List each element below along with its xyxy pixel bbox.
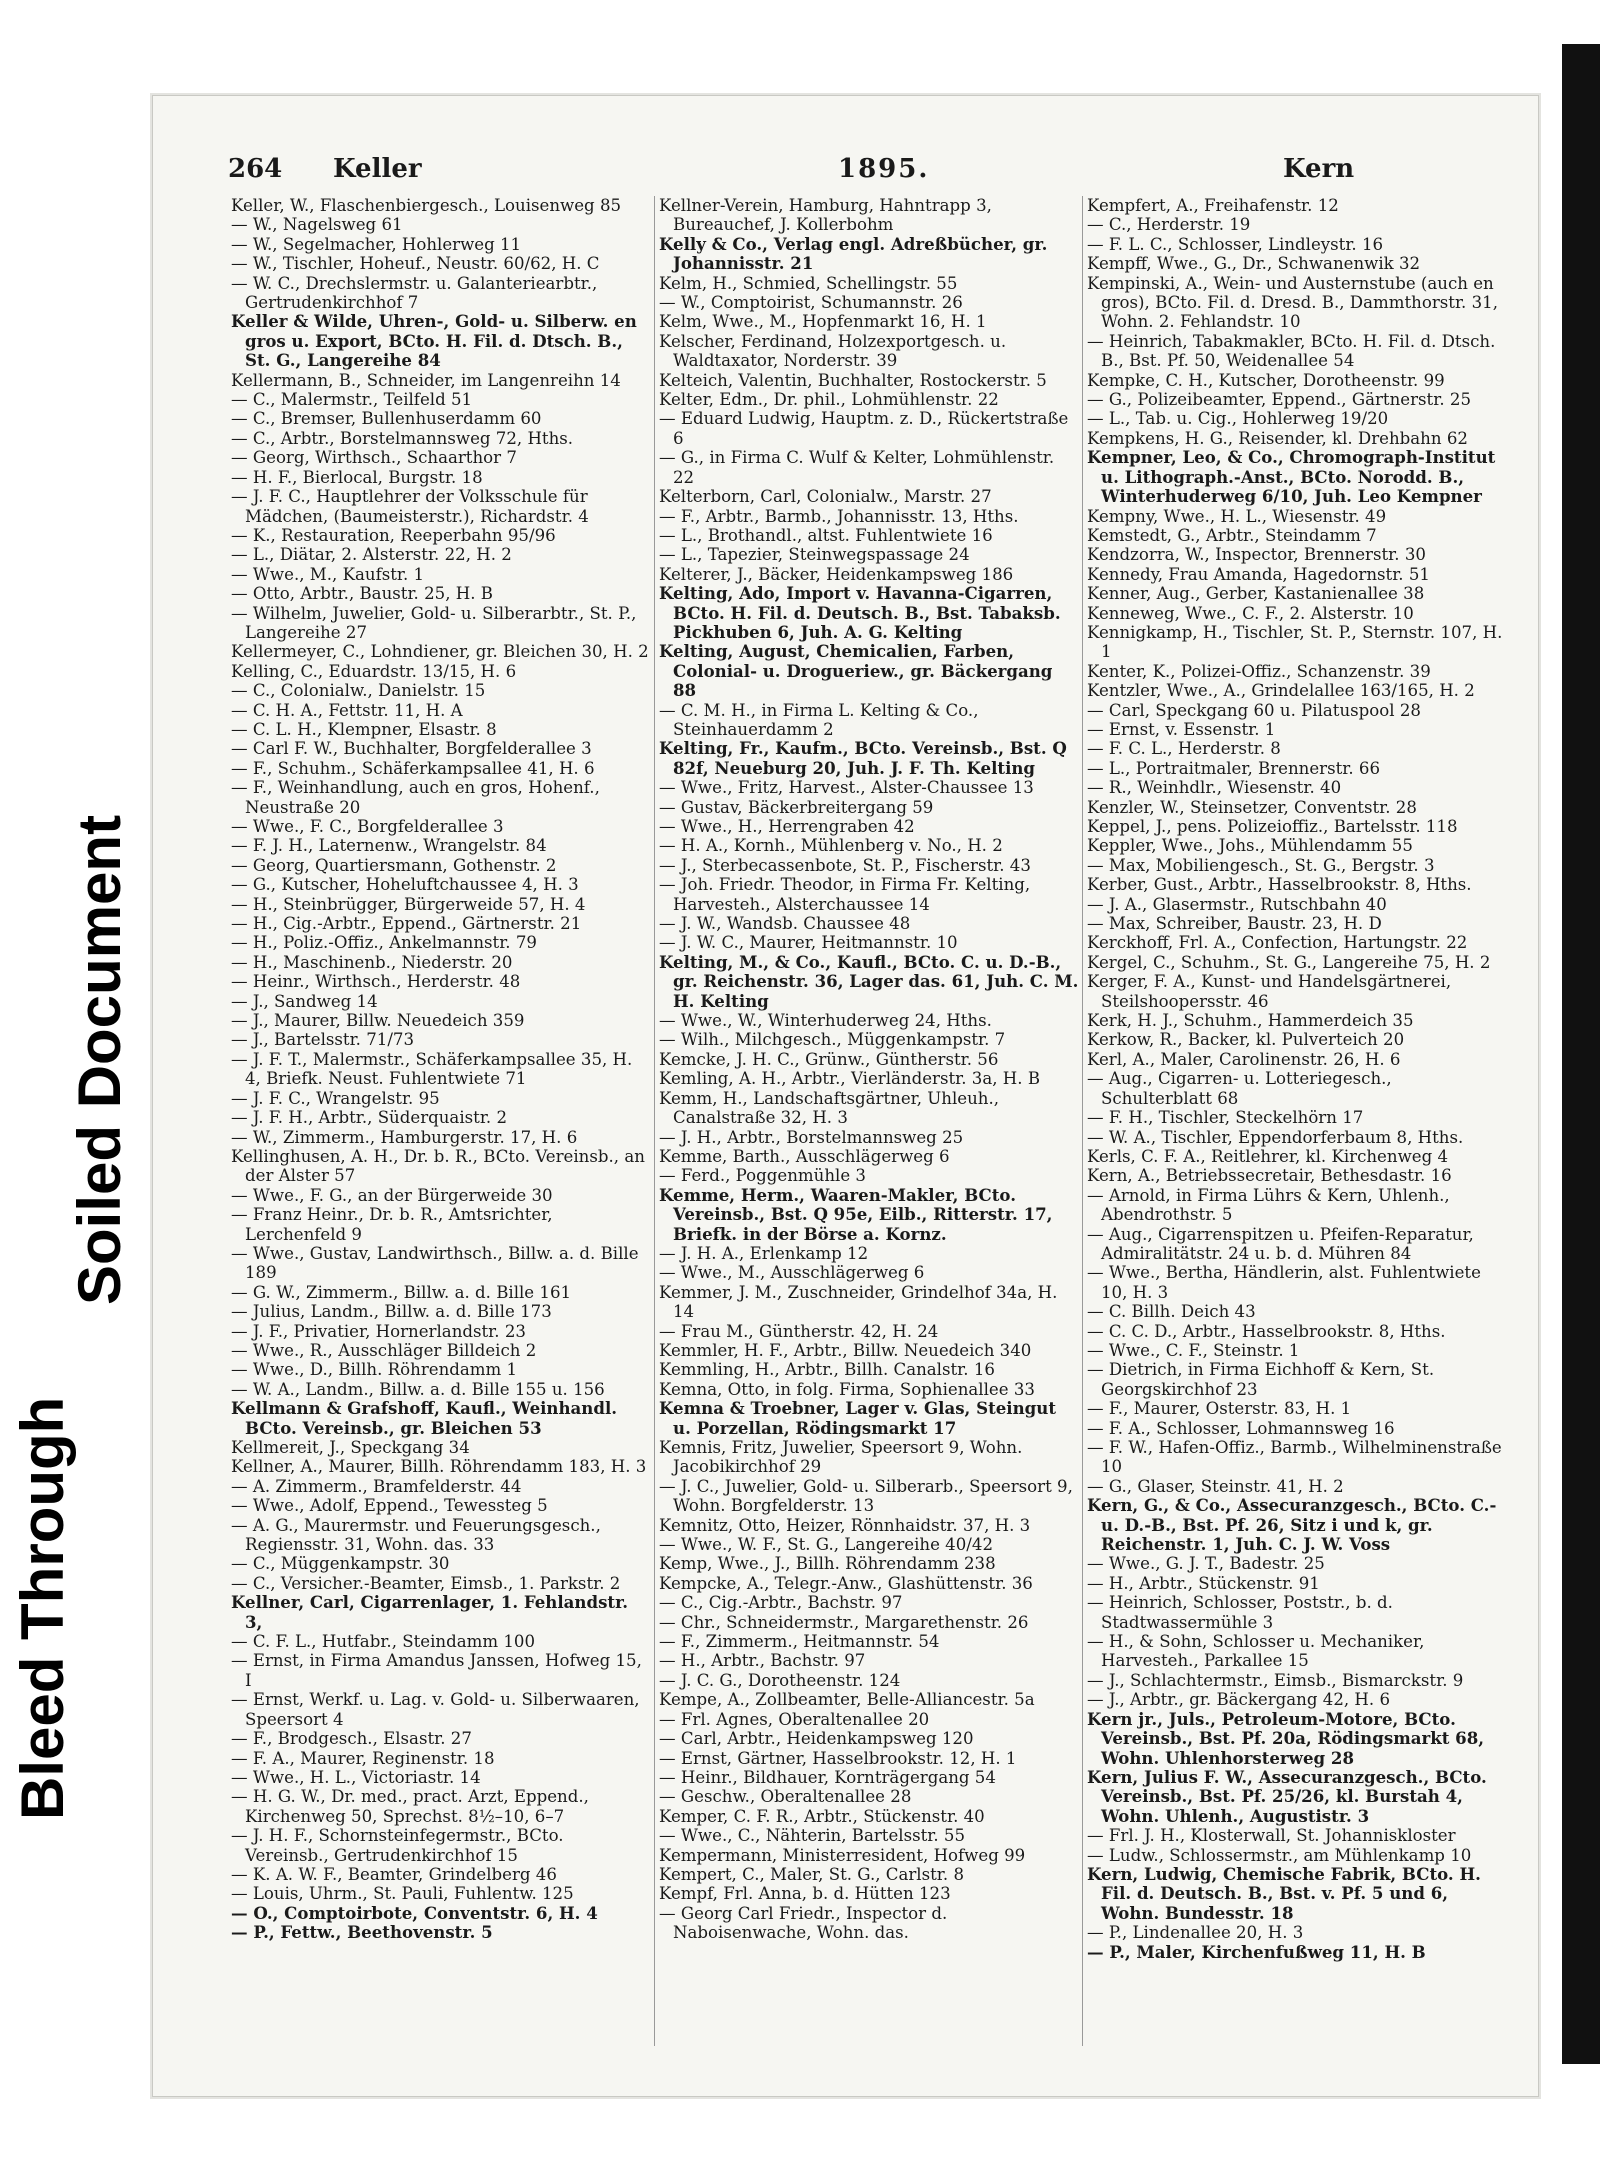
directory-entry: — Ludw., Schlossermstr., am Mühlenkamp 10 (1087, 1845, 1472, 1865)
directory-entry: — Carl F. W., Buchhalter, Borgfelderallee 3 (231, 739, 592, 759)
directory-entry: Kellner-Verein, Hamburg, Hahntrapp 3, Bureauchef, J. Kollerbohm (659, 196, 992, 235)
directory-entry: — J., Arbtr., gr. Bäckergang 42, H. 6 (1087, 1690, 1391, 1710)
directory-entry: Kern, Ludwig, Chemische Fabrik, BCto. H. Fil. d. Deutsch. B., Bst. v. Pf. 5 und 6, Wohn. Bundesstr. 18 (1087, 1863, 1481, 1923)
directory-entry: — Wwe., R., Ausschläger Billdeich 2 (231, 1340, 537, 1360)
directory-entry: — P., Maler, Kirchenfußweg 11, H. B (1087, 1941, 1426, 1962)
directory-entry: — R., Weinhdlr., Wiesenstr. 40 (1087, 778, 1342, 798)
directory-entry: — F., Arbtr., Barmb., Johannisstr. 13, Hths. (659, 506, 1019, 526)
directory-entry: — H., Arbtr., Stückenstr. 91 (1087, 1573, 1320, 1593)
directory-entry: Kelm, Wwe., M., Hopfenmarkt 16, H. 1 (659, 312, 987, 332)
directory-entry: — J. F., Privatier, Hornerlandstr. 23 (231, 1321, 526, 1341)
directory-entry: — Wwe., W., Winterhuderweg 24, Hths. (659, 1011, 992, 1031)
directory-entry: — F. A., Maurer, Reginenstr. 18 (231, 1748, 495, 1768)
directory-entry: — H. G. W., Dr. med., pract. Arzt, Eppend., Kirchenweg 50, Sprechst. 8½–10, 6–7 (231, 1787, 589, 1826)
directory-entry: — W., Comptoirist, Schumannstr. 26 (659, 293, 963, 313)
directory-entry: — Wwe., M., Kaufstr. 1 (231, 564, 425, 584)
directory-entry: — Max, Mobiliengesch., St. G., Bergstr. 3 (1087, 855, 1435, 875)
directory-entry: Keppel, J., pens. Polizeioffiz., Bartelsstr. 118 (1087, 817, 1458, 836)
directory-entry: Kelscher, Ferdinand, Holzexportgesch. u. Waldtaxator, Norderstr. 39 (659, 331, 1007, 371)
directory-entry: Kelm, H., Schmied, Schellingstr. 55 (659, 273, 958, 293)
directory-entry: — Carl, Speckgang 60 u. Pilatuspool 28 (1087, 700, 1421, 720)
directory-entry: — Wilh., Milchgesch., Müggenkampstr. 7 (659, 1030, 1006, 1050)
directory-entry: — J., Bartelsstr. 71/73 (231, 1030, 415, 1050)
directory-entry: — Wwe., W. F., St. G., Langereihe 40/42 (659, 1535, 994, 1555)
directory-entry: — Franz Heinr., Dr. b. R., Amtsrichter, Lerchenfeld 9 (231, 1205, 553, 1244)
directory-entry: Kellner, Carl, Cigarrenlager, 1. Fehlandstr. 3, (231, 1592, 629, 1632)
directory-entry: — Wwe., Bertha, Händlerin, alst. Fuhlentwiete 10, H. 3 (1087, 1263, 1481, 1302)
directory-entry: — C., Colonialw., Danielstr. 15 (231, 681, 486, 701)
directory-entry: Kellner, A., Maurer, Billh. Röhrendamm 183, H. 3 (231, 1457, 647, 1477)
directory-entry: — Heinr., Wirthsch., Herderstr. 48 (231, 972, 521, 992)
directory-entry: Keller, W., Flaschenbiergesch., Louisenweg 85 (231, 196, 622, 215)
directory-entry: Kenneweg, Wwe., C. F., 2. Alsterstr. 10 (1087, 603, 1414, 623)
directory-entry: — Wwe., D., Billh. Röhrendamm 1 (231, 1360, 518, 1380)
directory-entry: — J. F. H., Arbtr., Süderquaistr. 2 (231, 1108, 508, 1128)
directory-entry: Kergel, C., Schuhm., St. G., Langereihe 75, H. 2 (1087, 952, 1491, 972)
directory-entry: — Wwe., G. J. T., Badestr. 25 (1087, 1554, 1325, 1574)
directory-entry: Kelting, M., & Co., Kaufl., BCto. C. u. D.-B., gr. Reichenstr. 36, Lager das. 61, Juh. C. M. H. Kelting (659, 951, 1079, 1011)
directory-entry: — Wwe., M., Ausschlägerweg 6 (659, 1263, 925, 1283)
directory-entry: — H., Arbtr., Bachstr. 97 (659, 1651, 866, 1671)
directory-entry: — W., Segelmacher, Hohlerweg 11 (231, 234, 522, 254)
directory-entry: — C., Bremser, Bullenhuserdamm 60 (231, 409, 542, 429)
directory-entry: Kellmann & Grafshoff, Kaufl., Weinhandl. BCto. Vereinsb., gr. Bleichen 53 (231, 1398, 618, 1438)
directory-entry: Kerger, F. A., Kunst- und Handelsgärtnerei, Steilshoopersstr. 46 (1087, 972, 1452, 1011)
directory-entry: — J. H., Arbtr., Borstelmannsweg 25 (659, 1127, 964, 1147)
directory-entry: — Frl. J. H., Klosterwall, St. Johanniskloster (1087, 1826, 1456, 1846)
bleed-through-stamp (0, 780, 133, 1830)
directory-entry: Kemmling, H., Arbtr., Billh. Canalstr. 16 (659, 1360, 995, 1380)
directory-entry: — W., Tischler, Hoheuf., Neustr. 60/62, H. C (231, 254, 600, 274)
directory-entry: Kenner, Aug., Gerber, Kastanienallee 38 (1087, 584, 1425, 604)
column-divider (654, 196, 655, 2046)
directory-entry: — J. C., Juwelier, Gold- u. Silberarb., Speersort 9, Wohn. Borgfelderstr. 13 (659, 1476, 1073, 1516)
directory-entry: — H., Maschinenb., Niederstr. 20 (231, 952, 513, 972)
directory-entry: — A. Zimmerm., Bramfelderstr. 44 (231, 1476, 522, 1496)
directory-entry: — Wilhelm, Juwelier, Gold- u. Silberarbtr., St. P., Langereihe 27 (231, 603, 637, 642)
directory-entry: Kelling, C., Eduardstr. 13/15, H. 6 (231, 661, 517, 681)
directory-entry: — Geschw., Oberaltenallee 28 (659, 1787, 912, 1807)
directory-entry: — C., Cig.-Arbtr., Bachstr. 97 (659, 1593, 903, 1613)
directory-entry: — Heinrich, Tabakmakler, BCto. H. Fil. d. Dtsch. B., Bst. Pf. 50, Weidenallee 54 (1087, 331, 1496, 371)
scan-edge (1562, 44, 1600, 2064)
directory-entry: — F., Maurer, Osterstr. 83, H. 1 (1087, 1399, 1352, 1419)
directory-entry: Kern, A., Betriebssecretair, Bethesdastr. 16 (1087, 1166, 1452, 1186)
directory-entry: Kemnis, Fritz, Juwelier, Speersort 9, Wohn. Jacobikirchhof 29 (659, 1438, 1023, 1477)
directory-entry: — Max, Schreiber, Baustr. 23, H. D (1087, 914, 1382, 934)
directory-entry: — Otto, Arbtr., Baustr. 25, H. B (231, 584, 493, 604)
directory-entry: — Aug., Cigarren- u. Lotteriegesch., Schulterblatt 68 (1087, 1069, 1392, 1108)
directory-entry: — G., in Firma C. Wulf & Kelter, Lohmühlenstr. 22 (659, 448, 1055, 487)
directory-entry: — C., Versicher.-Beamter, Eimsb., 1. Parkstr. 2 (231, 1573, 621, 1593)
directory-entry: — J. A., Glasermstr., Rutschbahn 40 (1087, 894, 1387, 914)
directory-entry: — J., Sandweg 14 (231, 991, 378, 1011)
directory-entry: Kerber, Gust., Arbtr., Hasselbrookstr. 8, Hths. (1087, 875, 1472, 895)
directory-entry: — C. Billh. Deich 43 (1087, 1302, 1256, 1322)
directory-page (152, 95, 1539, 2097)
directory-entry: — F., Weinhandlung, auch en gros, Hohenf., Neustraße 20 (231, 778, 600, 817)
column-3 (1087, 196, 1507, 2076)
directory-entry: — Dietrich, in Firma Eichhoff & Kern, St. Georgskirchhof 23 (1087, 1360, 1435, 1399)
directory-entry: — Joh. Friedr. Theodor, in Firma Fr. Kelting, Harvesteh., Alsterchaussee 14 (659, 875, 1031, 914)
directory-entry: Kentzler, Wwe., A., Grindelallee 163/165, H. 2 (1087, 681, 1475, 701)
directory-entry: Kemna & Troebner, Lager v. Glas, Steingut u. Porzellan, Rödingsmarkt 17 (659, 1398, 1057, 1438)
directory-entry: Kempert, C., Maler, St. G., Carlstr. 8 (659, 1864, 964, 1884)
directory-entry: Kennedy, Frau Amanda, Hagedornstr. 51 (1087, 564, 1430, 584)
directory-entry: Kellermeyer, C., Lohndiener, gr. Bleichen 30, H. 2 (231, 642, 649, 662)
directory-entry: — J., Schlachtermstr., Eimsb., Bismarckstr. 9 (1087, 1670, 1464, 1690)
directory-entry: Kemp, Wwe., J., Billh. Röhrendamm 238 (659, 1554, 996, 1574)
directory-entry: Kempermann, Ministerresident, Hofweg 99 (659, 1845, 1026, 1865)
directory-entry: — H., Cig.-Arbtr., Eppend., Gärtnerstr. 21 (231, 914, 582, 934)
directory-entry: Kelting, Fr., Kaufm., BCto. Vereinsb., Bst. Q 82f, Neueburg 20, Juh. J. F. Th. Kelting (659, 738, 1067, 778)
directory-entry: Kendzorra, W., Inspector, Brennerstr. 30 (1087, 545, 1426, 565)
column-2 (659, 196, 1079, 2076)
directory-entry: Kemm, H., Landschaftsgärtner, Uhleuh., Canalstraße 32, H. 3 (659, 1088, 1000, 1128)
directory-entry: — Georg, Wirthsch., Schaarthor 7 (231, 448, 517, 468)
directory-entry: Kern jr., Juls., Petroleum-Motore, BCto. Vereinsb., Bst. Pf. 20a, Rödingsmarkt 68, Wohn. Uhlenhorsterweg 28 (1087, 1708, 1485, 1768)
columns (231, 196, 1506, 2076)
directory-entry: Kennigkamp, H., Tischler, St. P., Sternstr. 107, H. 1 (1087, 622, 1503, 662)
directory-entry: — C. H. A., Fettstr. 11, H. A (231, 700, 463, 720)
directory-entry: — C. C. D., Arbtr., Hasselbrookstr. 8, Hths. (1087, 1321, 1446, 1341)
directory-entry: Keppler, Wwe., Johs., Mühlendamm 55 (1087, 836, 1413, 856)
directory-entry: — J. F. T., Malermstr., Schäferkampsallee 35, H. 4, Briefk. Neust. Fuhlentwiete 71 (231, 1049, 633, 1089)
directory-entry: — K., Restauration, Reeperbahn 95/96 (231, 525, 556, 545)
directory-entry: — K. A. W. F., Beamter, Grindelberg 46 (231, 1864, 557, 1884)
directory-entry: — Ferd., Poggenmühle 3 (659, 1166, 866, 1186)
directory-entry: Kelly & Co., Verlag engl. Adreßbücher, gr. Johannisstr. 21 (659, 233, 1048, 274)
directory-entry: — Frau M., Güntherstr. 42, H. 24 (659, 1321, 939, 1341)
directory-entry: Kempinski, A., Wein- und Austernstube (auch en gros), BCto. Fil. d. Dresd. B., Dammthorstr. 31, Wohn. 2. Fehlandstr. 10 (1087, 273, 1498, 332)
directory-entry: — F. J. H., Laternenw., Wrangelstr. 84 (231, 836, 547, 856)
directory-entry: Kerl, A., Maler, Carolinenstr. 26, H. 6 (1087, 1049, 1401, 1069)
directory-entry: — Ernst, Gärtner, Hasselbrookstr. 12, H. 1 (659, 1748, 1017, 1768)
directory-entry: Kern, Julius F. W., Assecuranzgesch., BCto. Vereinsb., Bst. Pf. 25/26, kl. Burstah 4, Wohn. Uhlenh., Augustistr. 3 (1087, 1766, 1487, 1826)
directory-entry: — Frl. Agnes, Oberaltenallee 20 (659, 1709, 930, 1729)
directory-entry: — Wwe., F. G., an der Bürgerweide 30 (231, 1185, 553, 1205)
directory-entry: — G., Glaser, Steinstr. 41, H. 2 (1087, 1476, 1344, 1496)
directory-entry: Kelteich, Valentin, Buchhalter, Rostockerstr. 5 (659, 370, 1047, 390)
stamp-text-1: Bleed Through (9, 1396, 76, 1820)
directory-entry: Kemling, A. H., Arbtr., Vierländerstr. 3a, H. B (659, 1069, 1041, 1089)
directory-entry: — Wwe., C. F., Steinstr. 1 (1087, 1340, 1300, 1360)
directory-entry: Kempkens, H. G., Reisender, kl. Drehbahn 62 (1087, 428, 1468, 448)
directory-entry: — H., Poliz.-Offiz., Ankelmannstr. 79 (231, 933, 537, 953)
directory-entry: — L., Brothandl., altst. Fuhlentwiete 16 (659, 525, 993, 545)
directory-entry: — Ernst, Werkf. u. Lag. v. Gold- u. Silberwaaren, Speersort 4 (231, 1690, 640, 1729)
directory-entry: Kempf, Frl. Anna, b. d. Hütten 123 (659, 1884, 951, 1904)
directory-entry: — F., Zimmerm., Heitmannstr. 54 (659, 1632, 940, 1652)
directory-entry: — Wwe., Adolf, Eppend., Tewessteg 5 (231, 1496, 548, 1516)
directory-entry: Kempny, Wwe., H. L., Wiesenstr. 49 (1087, 506, 1387, 526)
directory-entry: — J. H. A., Erlenkamp 12 (659, 1243, 869, 1263)
directory-entry: — G., Kutscher, Hoheluftchaussee 4, H. 3 (231, 875, 579, 895)
directory-entry: — Wwe., H. L., Victoriastr. 14 (231, 1767, 481, 1787)
directory-entry: Kemna, Otto, in folg. Firma, Sophienallee 33 (659, 1379, 1035, 1399)
directory-entry: — J., Maurer, Billw. Neuedeich 359 (231, 1011, 525, 1031)
directory-entry: Keller & Wilde, Uhren-, Gold- u. Silberw. en gros u. Export, BCto. H. Fil. d. Dtsch. B., St. G., Langereihe 84 (231, 311, 637, 371)
directory-entry: Kempff, Wwe., G., Dr., Schwanenwik 32 (1087, 254, 1421, 274)
directory-entry: Kempke, C. H., Kutscher, Dorotheenstr. 99 (1087, 370, 1445, 390)
directory-entry: Kelterborn, Carl, Colonialw., Marstr. 27 (659, 487, 992, 507)
directory-entry: — Arnold, in Firma Lührs & Kern, Uhlenh., Abendrothstr. 5 (1087, 1185, 1450, 1225)
directory-entry: Kelting, August, Chemicalien, Farben, Colonial- u. Drogueriew., gr. Bäckergang 88 (659, 641, 1053, 701)
directory-entry: Kemme, Herm., Waaren-Makler, BCto. Vereinsb., Bst. Q 95e, Eilb., Ritterstr. 17, Briefk. in der Börse a. Kornz. (659, 1184, 1053, 1244)
directory-entry: — Georg, Quartiersmann, Gothenstr. 2 (231, 855, 557, 875)
directory-entry: Kelterer, J., Bäcker, Heidenkampsweg 186 (659, 564, 1014, 584)
page-year: 1895. (838, 154, 930, 184)
directory-entry: — C., Arbtr., Borstelmannsweg 72, Hths. (231, 428, 574, 448)
directory-entry: Kemstedt, G., Arbtr., Steindamm 7 (1087, 525, 1377, 545)
stamp-text-2: Soiled Document (66, 814, 133, 1305)
directory-entry: Kellermann, B., Schneider, im Langenreihn 14 (231, 370, 621, 390)
directory-entry: Kempe, A., Zollbeamter, Belle-Alliancestr. 5a (659, 1690, 1035, 1710)
right-keyword: Kern (1283, 154, 1355, 184)
directory-entry: Kemme, Barth., Ausschlägerweg 6 (659, 1146, 950, 1166)
directory-entry: — H. F., Bierlocal, Burgstr. 18 (231, 467, 483, 487)
directory-entry: — P., Lindenallee 20, H. 3 (1087, 1923, 1304, 1943)
directory-entry: Kempcke, A., Telegr.-Anw., Glashüttenstr. 36 (659, 1573, 1033, 1593)
directory-entry: — Heinr., Bildhauer, Kornträgergang 54 (659, 1767, 996, 1787)
column-divider (1082, 196, 1083, 2046)
directory-entry: Kemmler, H. F., Arbtr., Billw. Neuedeich 340 (659, 1340, 1032, 1360)
directory-entry: — C., Müggenkampstr. 30 (231, 1554, 450, 1574)
directory-entry: — Gustav, Bäckerbreitergang 59 (659, 797, 934, 817)
directory-entry: — G. W., Zimmerm., Billw. a. d. Bille 161 (231, 1282, 572, 1302)
directory-entry: — C. M. H., in Firma L. Kelting & Co., Steinhauerdamm 2 (659, 700, 979, 739)
directory-entry: — L., Diätar, 2. Alsterstr. 22, H. 2 (231, 545, 512, 565)
directory-entry: — J. W., Wandsb. Chaussee 48 (659, 914, 911, 934)
directory-entry: — Louis, Uhrm., St. Pauli, Fuhlentw. 125 (231, 1884, 574, 1904)
directory-entry: — L., Portraitmaler, Brennerstr. 66 (1087, 758, 1381, 778)
directory-entry: — Wwe., F. C., Borgfelderallee 3 (231, 817, 504, 836)
directory-entry: Kempner, Leo, & Co., Chromograph-Institut u. Lithograph.-Anst., BCto. Norodd. B., Winterhuderweg 6/10, Juh. Leo Kempner (1087, 447, 1496, 507)
directory-entry: — J. F. C., Wrangelstr. 95 (231, 1088, 440, 1108)
directory-entry: Kern, G., & Co., Assecuranzgesch., BCto. C.- u. D.-B., Bst. Pf. 26, Sitz i und k, gr. Reichenstr. 1, Juh. C. J. W. Voss (1087, 1495, 1497, 1555)
directory-entry: — J. H. F., Schornsteinfegermstr., BCto. Vereinsb., Gertrudenkirchhof 15 (231, 1826, 564, 1865)
directory-entry: — Heinrich, Schlosser, Poststr., b. d. Stadtwassermühle 3 (1087, 1593, 1393, 1632)
directory-entry: — G., Polizeibeamter, Eppend., Gärtnerstr. 25 (1087, 390, 1471, 410)
page-number: 264 (228, 154, 283, 184)
directory-entry: Kellinghusen, A. H., Dr. b. R., BCto. Vereinsb., an der Alster 57 (231, 1146, 645, 1186)
page-header (153, 154, 1538, 194)
directory-entry: Kerkow, R., Backer, kl. Pulverteich 20 (1087, 1030, 1405, 1050)
directory-entry: — A. G., Maurermstr. und Feuerungsgesch., Regiensstr. 31, Wohn. das. 33 (231, 1515, 601, 1555)
directory-entry: Kemcke, J. H. C., Grünw., Güntherstr. 56 (659, 1049, 999, 1069)
directory-entry: Kenzler, W., Steinsetzer, Conventstr. 28 (1087, 797, 1417, 817)
directory-entry: — L., Tapezier, Steinwegspassage 24 (659, 545, 970, 565)
directory-entry: — H. A., Kornh., Mühlenberg v. No., H. 2 (659, 836, 1003, 856)
directory-entry: Kelting, Ado, Import v. Havanna-Cigarren, BCto. H. Fil. d. Deutsch. B., Bst. Tabaksb. Pickhuben 6, Juh. A. G. Kelting (659, 583, 1061, 642)
directory-entry: — F. C. L., Herderstr. 8 (1087, 739, 1281, 759)
directory-entry: — W. A., Landm., Billw. a. d. Bille 155 u. 156 (231, 1379, 605, 1399)
directory-entry: — Eduard Ludwig, Hauptm. z. D., Rückertstraße 6 (659, 409, 1069, 448)
directory-entry: — H., & Sohn, Schlosser u. Mechaniker, Harvesteh., Parkallee 15 (1087, 1632, 1425, 1671)
directory-entry: Kelter, Edm., Dr. phil., Lohmühlenstr. 22 (659, 390, 999, 410)
directory-entry: — C., Malermstr., Teilfeld 51 (231, 390, 473, 410)
directory-entry: — C., Herderstr. 19 (1087, 215, 1251, 235)
directory-entry: Kerk, H. J., Schuhm., Hammerdeich 35 (1087, 1011, 1414, 1031)
left-keyword: Keller (333, 154, 422, 184)
directory-entry: — Carl, Arbtr., Heidenkampsweg 120 (659, 1729, 974, 1749)
directory-entry: — J. F. C., Hauptlehrer der Volksschule für Mädchen, (Baumeisterstr.), Richardstr. 4 (231, 487, 589, 526)
directory-entry: — C. L. H., Klempner, Elsastr. 8 (231, 719, 497, 739)
directory-entry: — F. A., Schlosser, Lohmannsweg 16 (1087, 1418, 1395, 1438)
directory-entry: — Ernst, in Firma Amandus Janssen, Hofweg 15, I (231, 1651, 642, 1690)
directory-entry: — W. A., Tischler, Eppendorferbaum 8, Hths. (1087, 1127, 1464, 1147)
directory-entry: — W., Nagelsweg 61 (231, 215, 403, 235)
directory-entry: Kemper, C. F. R., Arbtr., Stückenstr. 40 (659, 1806, 985, 1826)
directory-entry: — J. C. G., Dorotheenstr. 124 (659, 1670, 901, 1690)
directory-entry: Kemnitz, Otto, Heizer, Rönnhaidstr. 37, H. 3 (659, 1515, 1031, 1535)
directory-entry: — W., Zimmerm., Hamburgerstr. 17, H. 6 (231, 1127, 578, 1147)
directory-entry: Kellmereit, J., Speckgang 34 (231, 1438, 470, 1457)
directory-entry: Kenter, K., Polizei-Offiz., Schanzenstr. 39 (1087, 661, 1431, 681)
directory-entry: Kerckhoff, Frl. A., Confection, Hartungstr. 22 (1087, 933, 1468, 953)
directory-entry: — Ernst, v. Essenstr. 1 (1087, 719, 1276, 739)
directory-entry: — C. F. L., Hutfabr., Steindamm 100 (231, 1632, 536, 1652)
directory-entry: — Wwe., C., Nähterin, Bartelsstr. 55 (659, 1826, 966, 1846)
directory-entry: — Chr., Schneidermstr., Margarethenstr. 26 (659, 1612, 1029, 1632)
directory-entry: Kemmer, J. M., Zuschneider, Grindelhof 34a, H. 14 (659, 1282, 1058, 1322)
directory-entry: — F., Brodgesch., Elsastr. 27 (231, 1729, 472, 1749)
directory-entry: Kempfert, A., Freihafenstr. 12 (1087, 196, 1339, 215)
directory-entry: — J. W. C., Maurer, Heitmannstr. 10 (659, 933, 958, 953)
directory-entry: — L., Tab. u. Cig., Hohlerweg 19/20 (1087, 409, 1389, 429)
directory-entry: Kerls, C. F. A., Reitlehrer, kl. Kirchenweg 4 (1087, 1146, 1449, 1166)
directory-entry: — W. C., Drechslermstr. u. Galanteriearbtr., Gertrudenkirchhof 7 (231, 273, 598, 313)
directory-entry: — F. L. C., Schlosser, Lindleystr. 16 (1087, 234, 1384, 254)
directory-entry: — Julius, Landm., Billw. a. d. Bille 173 (231, 1302, 552, 1322)
directory-entry: — Wwe., H., Herrengraben 42 (659, 817, 915, 836)
directory-entry: — O., Comptoirbote, Conventstr. 6, H. 4 (231, 1902, 598, 1923)
column-1 (231, 196, 651, 2076)
directory-entry: — Aug., Cigarrenspitzen u. Pfeifen-Reparatur, Admiralitätstr. 24 u. b. d. Mühren 84 (1087, 1224, 1474, 1263)
directory-entry: — H., Steinbrügger, Bürgerweide 57, H. 4 (231, 894, 586, 914)
directory-entry: — F., Schuhm., Schäferkampsallee 41, H. 6 (231, 758, 595, 778)
directory-entry: — P., Fettw., Beethovenstr. 5 (231, 1922, 493, 1943)
directory-entry: — Wwe., Gustav, Landwirthsch., Billw. a. d. Bille 189 (231, 1243, 639, 1283)
directory-entry: — F. H., Tischler, Steckelhörn 17 (1087, 1108, 1364, 1128)
directory-entry: — Georg Carl Friedr., Inspector d. Naboisenwache, Wohn. das. (659, 1903, 948, 1943)
directory-entry: — J., Sterbecassenbote, St. P., Fischerstr. 43 (659, 855, 1031, 875)
directory-entry: — Wwe., Fritz, Harvest., Alster-Chaussee 13 (659, 778, 1034, 798)
directory-entry: — F. W., Hafen-Offiz., Barmb., Wilhelminenstraße 10 (1087, 1438, 1502, 1477)
